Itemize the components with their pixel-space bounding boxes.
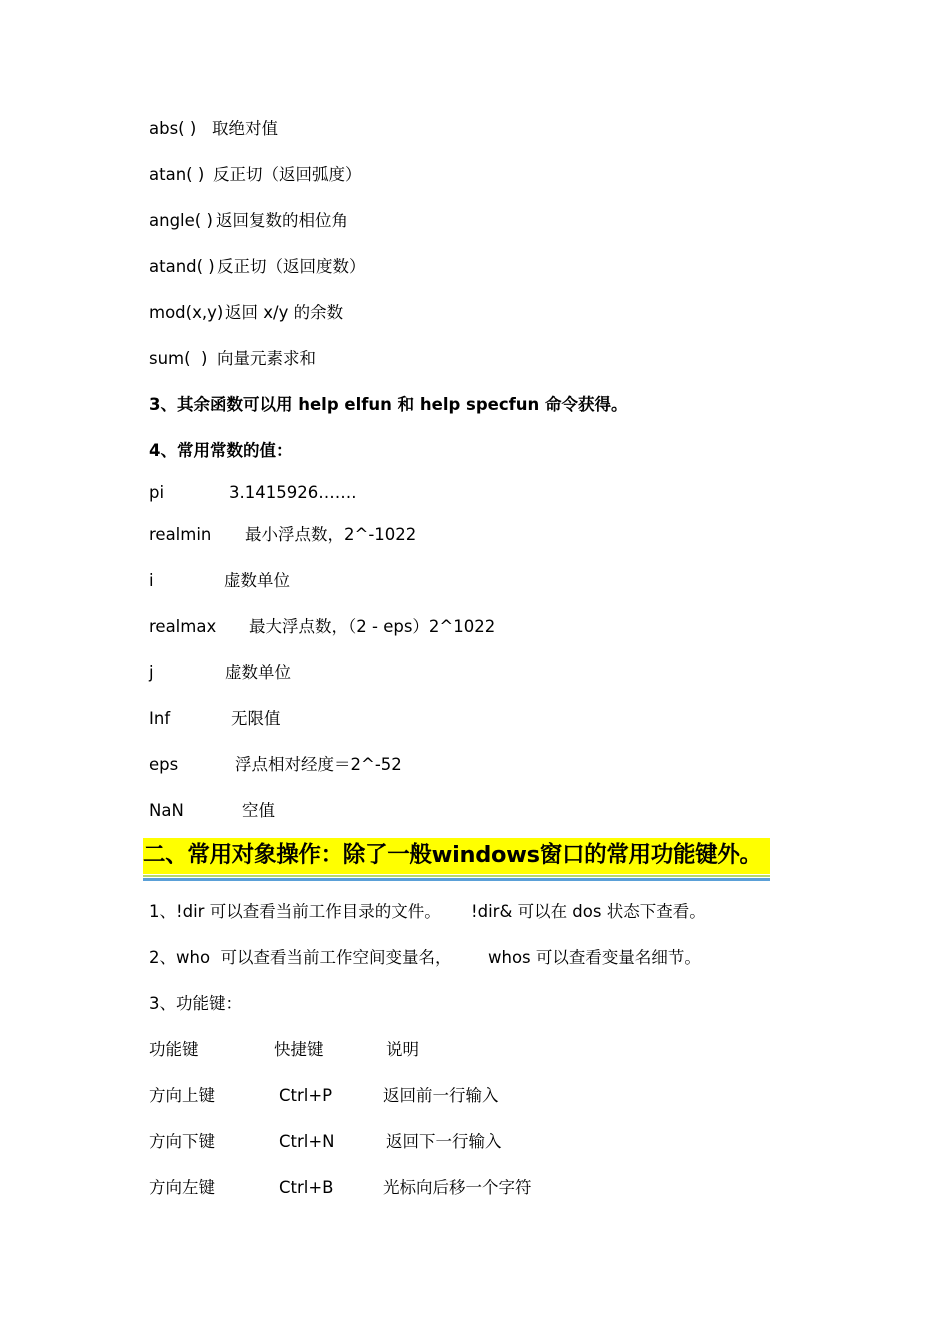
constant-name: Inf — [149, 709, 171, 728]
table-cell: Ctrl+P — [279, 1086, 333, 1105]
constant-name: NaN — [149, 801, 184, 820]
constant-name: realmin — [149, 525, 212, 544]
table-cell: 方向上键 — [149, 1086, 215, 1105]
table-header: 快捷键 — [274, 1040, 324, 1059]
note-other-functions: 3、其余函数可以用 help elfun 和 help specfun 命令获得。 — [149, 395, 628, 414]
constant-value: 浮点相对经度＝2^-52 — [235, 755, 402, 774]
ops-text: 1、!dir 可以查看当前工作目录的文件。 — [149, 902, 441, 921]
constant-name: eps — [149, 755, 179, 774]
function-desc: 向量元素求和 — [217, 349, 316, 368]
constant-name: pi — [149, 483, 165, 502]
ops-text: !dir& 可以在 dos 状态下查看。 — [471, 902, 706, 921]
function-name: atan( ) — [149, 165, 205, 184]
constant-value: 虚数单位 — [224, 571, 290, 590]
table-cell: 方向左键 — [149, 1178, 215, 1197]
function-name: mod(x,y) — [149, 303, 224, 322]
function-desc: 反正切（返回弧度） — [213, 165, 362, 184]
ops-text: 2、who 可以查看当前工作空间变量名， — [149, 948, 452, 967]
heading-underline-blue — [143, 878, 770, 881]
constant-value: 无限值 — [231, 709, 281, 728]
constant-value: 虚数单位 — [225, 663, 291, 682]
function-desc: 取绝对值 — [212, 119, 278, 138]
constant-name: i — [149, 571, 154, 590]
function-desc: 返回 x/y 的余数 — [225, 303, 344, 322]
constant-value: 最大浮点数，（2 - eps）2^1022 — [249, 617, 496, 636]
table-header: 说明 — [386, 1040, 419, 1059]
constant-value: 空值 — [242, 801, 275, 820]
table-cell: Ctrl+B — [279, 1178, 334, 1197]
ops-text: whos 可以查看变量名细节。 — [488, 948, 701, 967]
constant-name: realmax — [149, 617, 217, 636]
function-desc: 返回复数的相位角 — [216, 211, 348, 230]
heading-underline-green — [143, 875, 770, 877]
function-name: sum( ) — [149, 349, 208, 368]
function-name: angle( ) — [149, 211, 213, 230]
table-header: 功能键 — [149, 1040, 199, 1059]
table-cell: 光标向后移一个字符 — [383, 1178, 532, 1197]
table-cell: 返回前一行输入 — [383, 1086, 499, 1105]
constant-value: 3.1415926……. — [229, 483, 357, 502]
section-heading: 二、常用对象操作：除了一般windows窗口的常用功能键外。 — [143, 838, 770, 874]
table-cell: 方向下键 — [149, 1132, 215, 1151]
table-cell: 返回下一行输入 — [386, 1132, 502, 1151]
table-cell: Ctrl+N — [279, 1132, 335, 1151]
constant-name: j — [149, 663, 154, 682]
constant-value: 最小浮点数，2^-1022 — [245, 525, 417, 544]
function-desc: 反正切（返回度数） — [217, 257, 366, 276]
table-row — [149, 1177, 532, 1287]
ops-item-keys: 3、功能键： — [149, 994, 242, 1013]
function-name: abs( ) — [149, 119, 197, 138]
function-name: atand( ) — [149, 257, 215, 276]
function-line-sum — [149, 348, 316, 436]
note-constants-heading: 4、常用常数的值： — [149, 441, 293, 460]
